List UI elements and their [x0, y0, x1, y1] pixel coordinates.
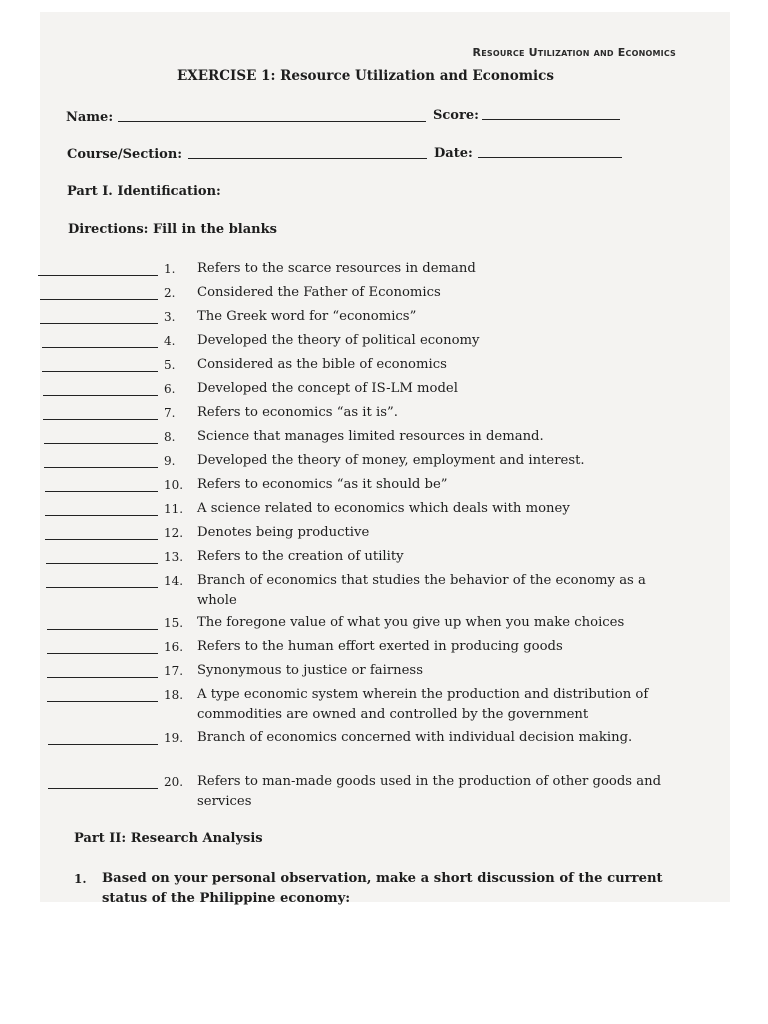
answer-blank[interactable] — [47, 653, 158, 654]
score-label: Score: — [433, 108, 479, 123]
item-number: 2. — [164, 286, 176, 300]
course-section-field[interactable] — [188, 158, 427, 159]
part1-heading: Part I. Identification: — [67, 184, 221, 199]
item-text: Developed the concept of IS-LM model — [197, 381, 458, 396]
answer-blank[interactable] — [48, 744, 158, 745]
answer-blank[interactable] — [44, 443, 158, 444]
item-text: A type economic system wherein the production and distribution of commodities are owned and controlled by the government — [197, 687, 649, 722]
item-text: Refers to man-made goods used in the production of other goods and services — [197, 774, 662, 809]
item-number: 19. — [164, 731, 184, 745]
date-label: Date: — [434, 146, 473, 161]
item-text: Developed the theory of political economy — [197, 333, 480, 348]
item-number: 20. — [164, 775, 184, 789]
question-text: Based on your personal observation, make a short discussion of the current status of the Philippine economy: — [102, 871, 663, 906]
answer-blank[interactable] — [43, 395, 158, 396]
item-text: Considered as the bible of economics — [197, 357, 447, 372]
answer-blank[interactable] — [43, 419, 158, 420]
item-number: 8. — [164, 430, 176, 444]
answer-blank[interactable] — [46, 587, 158, 588]
item-text: A science related to economics which deals with money — [197, 501, 570, 516]
item-number: 4. — [164, 334, 176, 348]
item-text: The foregone value of what you give up when you make choices — [197, 615, 625, 630]
answer-blank[interactable] — [45, 539, 158, 540]
item-number: 12. — [164, 526, 184, 540]
exercise-title: EXERCISE 1: Resource Utilization and Economics — [177, 68, 554, 84]
item-text: Refers to economics “as it is”. — [197, 405, 398, 420]
item-text: Refers to the scarce resources in demand — [197, 261, 476, 276]
item-number: 6. — [164, 382, 176, 396]
item-number: 16. — [164, 640, 184, 654]
item-number: 13. — [164, 550, 184, 564]
name-label: Name: — [66, 110, 114, 125]
item-text: Science that manages limited resources in demand. — [197, 429, 544, 444]
answer-blank[interactable] — [42, 347, 158, 348]
item-number: 3. — [164, 310, 176, 324]
item-number: 17. — [164, 664, 184, 678]
directions: Directions: Fill in the blanks — [68, 222, 277, 237]
item-text: Denotes being productive — [197, 525, 370, 540]
item-number: 5. — [164, 358, 176, 372]
item-number: 9. — [164, 454, 176, 468]
item-text: Considered the Father of Economics — [197, 285, 441, 300]
item-text: Branch of economics that studies the behavior of the economy as a whole — [197, 573, 646, 608]
answer-blank[interactable] — [45, 515, 158, 516]
course-section-label: Course/Section: — [67, 147, 183, 162]
date-field[interactable] — [478, 157, 622, 158]
answer-blank[interactable] — [38, 275, 158, 276]
running-head: Resource Utilization and Economics — [472, 46, 676, 59]
answer-blank[interactable] — [47, 701, 158, 702]
item-number: 11. — [164, 502, 184, 516]
answer-blank[interactable] — [47, 629, 158, 630]
question-number: 1. — [74, 872, 87, 886]
answer-blank[interactable] — [40, 323, 158, 324]
answer-blank[interactable] — [44, 467, 158, 468]
answer-blank[interactable] — [46, 563, 158, 564]
item-text: The Greek word for “economics” — [197, 309, 417, 324]
item-number: 10. — [164, 478, 184, 492]
item-text: Refers to the human effort exerted in producing goods — [197, 639, 563, 654]
item-text: Refers to economics “as it should be” — [197, 477, 448, 492]
item-text: Refers to the creation of utility — [197, 549, 404, 564]
answer-blank[interactable] — [48, 788, 158, 789]
item-number: 15. — [164, 616, 184, 630]
answer-blank[interactable] — [42, 371, 158, 372]
item-number: 7. — [164, 406, 176, 420]
item-number: 1. — [164, 262, 176, 276]
part2-heading: Part II: Research Analysis — [74, 831, 263, 846]
item-text: Developed the theory of money, employment and interest. — [197, 453, 585, 468]
answer-blank[interactable] — [40, 299, 158, 300]
item-text: Branch of economics concerned with individual decision making. — [197, 730, 633, 745]
item-number: 18. — [164, 688, 184, 702]
item-text: Synonymous to justice or fairness — [197, 663, 423, 678]
answer-blank[interactable] — [47, 677, 158, 678]
name-field[interactable] — [118, 121, 426, 122]
answer-blank[interactable] — [45, 491, 158, 492]
item-number: 14. — [164, 574, 184, 588]
score-field[interactable] — [482, 119, 620, 120]
